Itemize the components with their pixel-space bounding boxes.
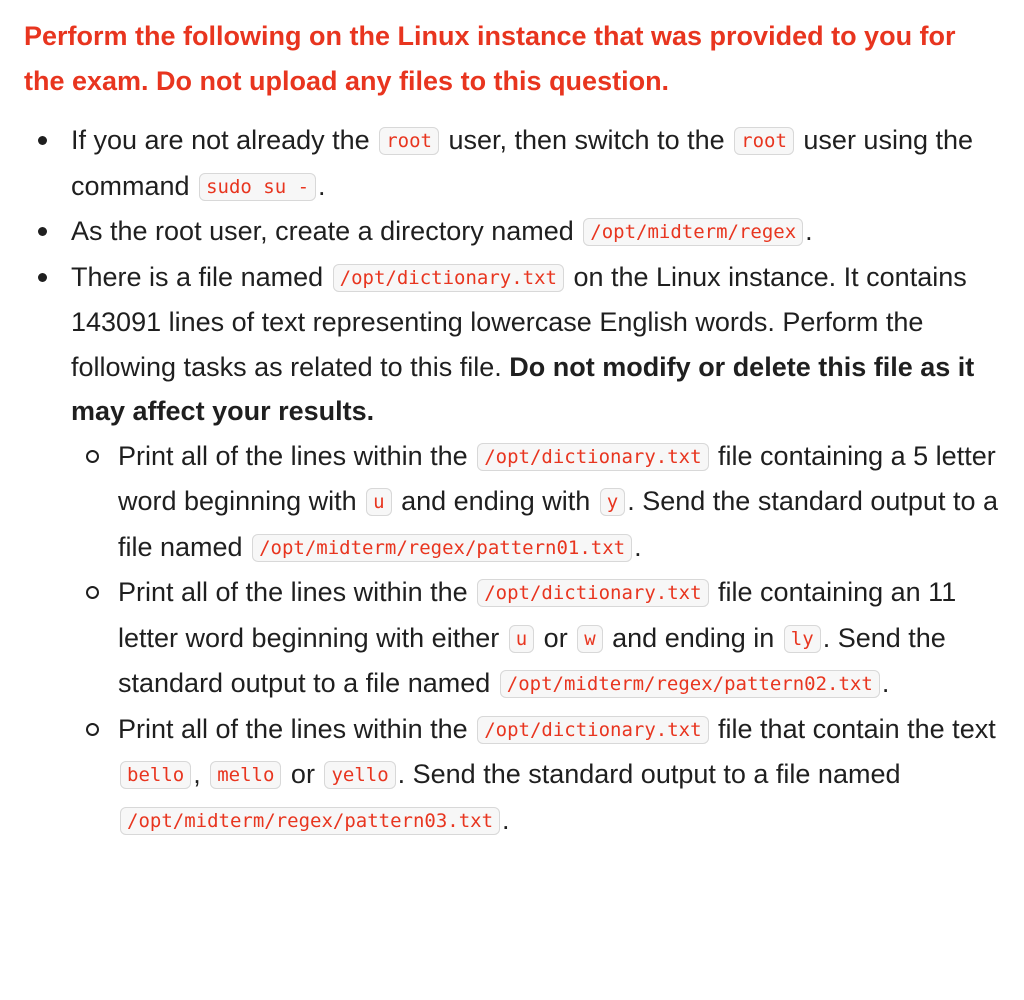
inline-code: bello	[120, 761, 191, 789]
inline-code: y	[600, 488, 625, 516]
subtask-pattern02	[118, 570, 1000, 707]
text: file containing a 5 letter word beginning with	[118, 440, 996, 516]
text: or	[536, 622, 576, 653]
inline-code: /opt/dictionary.txt	[477, 579, 708, 607]
inline-code: yello	[324, 761, 395, 789]
text: and ending with	[393, 486, 598, 516]
text: user using the command	[71, 125, 974, 201]
text: If you are not already the	[71, 125, 378, 155]
text: .	[634, 531, 642, 562]
inline-code: /opt/midterm/regex/pattern01.txt	[252, 534, 632, 562]
text: Print all of the lines within the	[118, 577, 476, 607]
inline-code: w	[577, 625, 602, 653]
text: user, then switch to the	[440, 125, 733, 155]
list-item-create-directory	[71, 209, 1000, 255]
text: . Send the standard output to a file named	[118, 622, 946, 698]
list-item-switch-root	[71, 118, 1000, 209]
text: or	[283, 759, 323, 789]
subtask-pattern01	[118, 434, 1000, 571]
inline-code: sudo su -	[199, 173, 316, 201]
inline-code: /opt/dictionary.txt	[333, 264, 564, 292]
inline-code: u	[509, 625, 534, 653]
inline-code: mello	[210, 761, 281, 789]
text: Print all of the lines within the	[118, 440, 476, 471]
list-item-dictionary-file	[71, 255, 1000, 844]
task-list	[24, 118, 1000, 843]
text: on the Linux instance. It contains 143091 lines of text representing lowercase English words. Perform the following tasks as related to this file.	[71, 261, 967, 382]
text: and ending in	[604, 622, 782, 653]
inline-code: u	[366, 488, 391, 516]
text: ,	[193, 759, 209, 789]
warning-text: Do not modify or delete this file as it may affect your results.	[71, 351, 975, 426]
inline-code: root	[734, 127, 794, 155]
text: .	[805, 216, 813, 246]
text: .	[502, 804, 510, 835]
inline-code: /opt/dictionary.txt	[477, 716, 708, 744]
text: As the root user, create a directory named	[71, 216, 582, 246]
text: There is a file named	[71, 261, 331, 292]
text: file that contain the text	[710, 713, 996, 744]
inline-code: ly	[784, 625, 821, 653]
subtask-list	[71, 434, 1000, 844]
text: Print all of the lines within the	[118, 713, 476, 744]
inline-code: /opt/midterm/regex	[583, 218, 803, 246]
instructions-heading: Perform the following on the Linux instance that was provided to you for the exam. Do not upload any files to this question.	[24, 21, 956, 96]
text: .	[881, 668, 890, 698]
inline-code: root	[379, 127, 439, 155]
inline-code: /opt/midterm/regex/pattern02.txt	[500, 670, 880, 698]
inline-code: /opt/midterm/regex/pattern03.txt	[120, 807, 500, 835]
inline-code: /opt/dictionary.txt	[477, 443, 708, 471]
text: .	[318, 170, 326, 201]
subtask-pattern03	[118, 707, 1000, 844]
text: . Send the standard output to a file named	[397, 759, 901, 789]
text: . Send the standard output to a file named	[118, 486, 998, 562]
text: file containing an 11 letter word beginning with either	[118, 577, 957, 653]
